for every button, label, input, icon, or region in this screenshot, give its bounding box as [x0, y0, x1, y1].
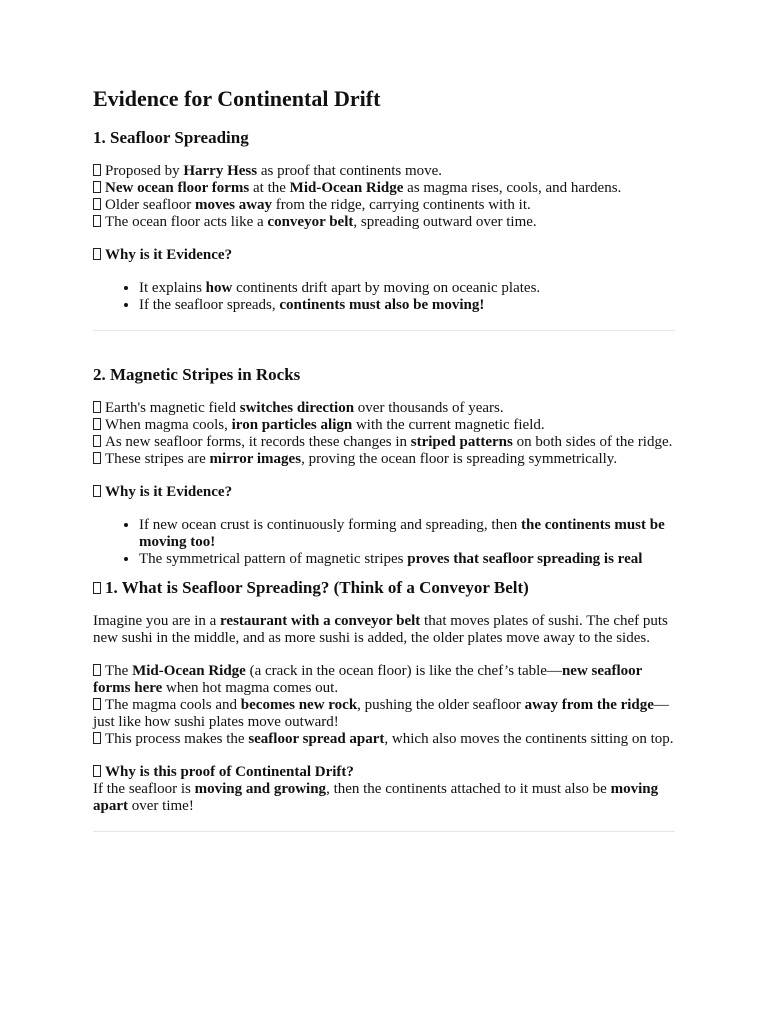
section-divider [93, 330, 675, 331]
text-run: If the seafloor spreads, [139, 297, 280, 313]
missing-glyph-icon [93, 698, 101, 710]
missing-glyph-icon [93, 164, 101, 176]
missing-glyph-icon [93, 765, 101, 777]
text-run: Earth's magnetic field [105, 400, 240, 416]
text-run: that moves plates of sushi. The chef puts new sushi in the middle, and as more sushi is added, the older plates move away to the sides. [93, 613, 668, 646]
why-evidence-label: Why is it Evidence? [93, 484, 675, 501]
text-run: , then the continents attached to it must also be [326, 781, 611, 797]
text-run: with the current magnetic field. [352, 417, 545, 433]
conveyor-points [93, 663, 675, 748]
text-run: If new ocean crust is continuously forming and spreading, then [139, 517, 521, 533]
bold-text: switches direction [239, 400, 355, 416]
document-content [93, 85, 675, 832]
missing-glyph-icon [93, 198, 101, 210]
bold-text: away from the ridge [524, 697, 654, 713]
text-run: Older seafloor [105, 197, 195, 213]
missing-glyph-icon [93, 248, 101, 260]
bold-text: moving apart [93, 781, 659, 814]
missing-glyph-icon [93, 215, 101, 227]
text-run: When magma cools, [105, 417, 232, 433]
text-run: The [105, 663, 133, 679]
bold-text: restaurant with a conveyor belt [220, 613, 421, 629]
text-run: over thousands of years. [354, 400, 504, 416]
section-magnetic-points [93, 400, 675, 468]
bold-text: the continents must be moving too! [139, 517, 665, 550]
text-run: from the ridge, carrying continents with it. [272, 197, 531, 213]
text-run: The ocean floor acts like a [105, 214, 268, 230]
point-line [93, 697, 675, 731]
point-line [93, 197, 675, 214]
section-seafloor-points [93, 163, 675, 231]
text-run: Proposed by [105, 163, 184, 179]
text-run: (a crack in the ocean floor) is like the chef’s table— [245, 663, 562, 679]
point-line [93, 451, 675, 468]
missing-glyph-icon [93, 732, 101, 744]
text-run: This process makes the [105, 731, 249, 747]
bold-text: Harry Hess [183, 163, 258, 179]
bold-text: conveyor belt [267, 214, 354, 230]
bold-text: Mid-Ocean Ridge [132, 663, 246, 679]
text-run: on both sides of the ridge. [512, 434, 673, 450]
bold-text: moving and growing [194, 781, 327, 797]
bold-text: becomes new rock [240, 697, 358, 713]
point-line [93, 400, 675, 417]
why-proof-text [93, 781, 658, 814]
bold-text: moves away [194, 197, 273, 213]
point-line [93, 163, 675, 180]
point-line [93, 434, 675, 451]
point-line [93, 417, 675, 434]
bold-text: new seafloor forms here [93, 663, 643, 696]
text-run: These stripes are [105, 451, 210, 467]
missing-glyph-icon [93, 418, 101, 430]
bold-text: striped patterns [410, 434, 513, 450]
text-run: as proof that continents move. [257, 163, 443, 179]
text-run: —just like how sushi plates move outward! [93, 697, 669, 730]
text-run: , pushing the older seafloor [357, 697, 525, 713]
text-run: The magma cools and [105, 697, 241, 713]
text-run: It explains [139, 280, 206, 296]
list-item [139, 551, 675, 568]
list-item [139, 297, 675, 314]
bold-text: iron particles align [231, 417, 353, 433]
conveyor-intro-paragraph [93, 613, 675, 647]
missing-glyph-icon [93, 435, 101, 447]
text-run: when hot magma comes out. [162, 680, 339, 696]
text-run: , spreading outward over time. [353, 214, 537, 230]
bold-text: mirror images [209, 451, 302, 467]
point-line [93, 214, 675, 231]
missing-glyph-icon [93, 582, 101, 594]
missing-glyph-icon [93, 664, 101, 676]
conveyor-why-paragraph [93, 764, 675, 815]
text-run: , which also moves the continents sitting on top. [384, 731, 674, 747]
point-line [93, 731, 675, 748]
bold-text: how [205, 280, 233, 296]
page-title: Evidence for Continental Drift [93, 86, 381, 111]
section-heading-conveyor-belt: 1. What is Seafloor Spreading? (Think of a Conveyor Belt) [93, 577, 675, 599]
why-evidence-label: Why is it Evidence? [93, 247, 675, 264]
text-run: If the seafloor is [93, 781, 195, 797]
evidence-bullet-list [93, 280, 675, 314]
point-line [93, 180, 675, 197]
section-divider [93, 831, 675, 832]
list-item [139, 517, 675, 551]
bold-text: New ocean floor forms [105, 180, 250, 196]
section-heading-magnetic-stripes: 2. Magnetic Stripes in Rocks [93, 365, 301, 384]
bold-text: Mid-Ocean Ridge [289, 180, 404, 196]
text-run: , proving the ocean floor is spreading symmetrically. [301, 451, 618, 467]
text-run: as magma rises, cools, and hardens. [403, 180, 622, 196]
bold-text: continents must also be moving! [279, 297, 485, 313]
list-item [139, 280, 675, 297]
missing-glyph-icon [93, 452, 101, 464]
text-run: Imagine you are in a [93, 613, 221, 629]
text-run: The symmetrical pattern of magnetic stripes [139, 551, 408, 567]
missing-glyph-icon [93, 181, 101, 193]
text-run: over time! [128, 798, 194, 814]
missing-glyph-icon [93, 401, 101, 413]
missing-glyph-icon [93, 485, 101, 497]
point-line [93, 663, 675, 697]
bold-text: proves that seafloor spreading is real [407, 551, 643, 567]
evidence-bullet-list [93, 517, 675, 568]
text-run: continents drift apart by moving on oceanic plates. [232, 280, 541, 296]
why-proof-label: Why is this proof of Continental Drift? [93, 764, 675, 781]
bold-text: seafloor spread apart [248, 731, 385, 747]
text-run: at the [249, 180, 290, 196]
section-heading-seafloor-spreading: 1. Seafloor Spreading [93, 128, 249, 147]
text-run: As new seafloor forms, it records these changes in [105, 434, 411, 450]
